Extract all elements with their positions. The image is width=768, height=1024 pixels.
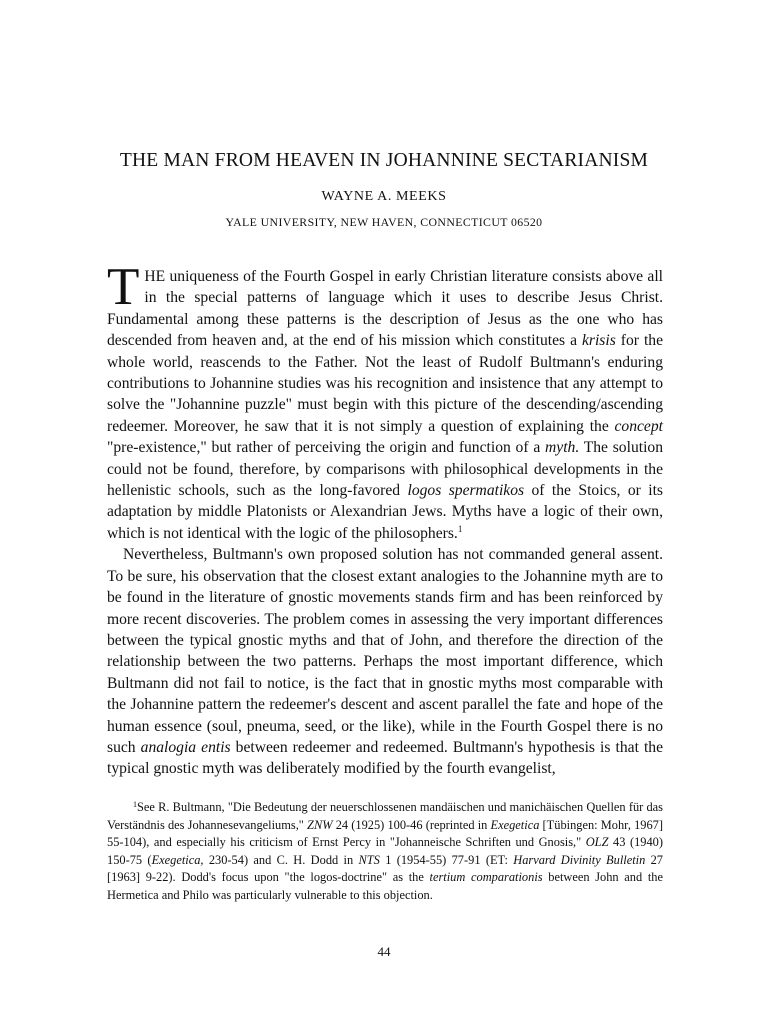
body-text: The solution could not be found, therefore, by comparisons with philosophical developments in the hellenistic schools, such as the long-favored xyxy=(107,439,663,500)
footnote-text: See R. Bultmann, "Die Bedeutung der neuerschlossenen mandäischen und manichäischen Quellen für das Verständnis des Johannesevangeliums," xyxy=(107,800,663,832)
drop-cap: T xyxy=(107,258,140,316)
body-text: of the Stoics, or its adaptation by middle Platonists or Alexandrian Jews. Myths have a logic of their own, which is not identical with the logic of the philosophers. xyxy=(107,482,663,542)
body-text: between redeemer and redeemed. Bultmann's hypothesis is that the typical gnostic myth was deliberately modified by the fourth evangelist, xyxy=(107,738,664,778)
italic-term: analogia entis xyxy=(140,738,231,756)
footnote-text: between John and the Hermetica and Philo was particularly vulnerable to this objection. xyxy=(107,870,664,902)
footnote-italic: OLZ xyxy=(585,835,609,850)
footnote-italic: Harvard Divinity Bulletin xyxy=(513,852,646,867)
body-text: uniqueness of the Fourth Gospel in early Christian literature consists above all in the special patterns of language which it uses to describe Jesus Christ. Fundamental among these patterns is the description of Jesus as the one who has descended from heaven and, at the end of his mission which constitutes a xyxy=(107,268,663,350)
italic-term: myth. xyxy=(545,439,580,457)
footnote-text: 43 (1940) 150-75 ( xyxy=(107,835,663,867)
page-number: 44 xyxy=(377,944,391,959)
footnote-italic: Exegetica xyxy=(490,817,540,832)
body-text: Nevertheless, Bultmann's own proposed solution has not commanded general assent. To be sure, his observation that the closest extant analogies to the Johannine myth are to be found in the literature of gnostic movements stands firm and has been reinforced by more recent discoveries. The problem comes in assessing the very important differences between the typical gnostic myths and that of John, and therefore the direction of the relationship between the two patterns. Perhaps the most important difference, which Bultmann did not fail to notice, is the fact that in gnostic myths most comparable with the Johannine pattern the redeemer's descent and ascent parallel the fate and hope of the human essence (soul, pneuma, seed, or the like), while in the Fourth Gospel there is no such xyxy=(107,546,663,756)
body-text: "pre-existence," but rather of perceiving the origin and function of a xyxy=(107,439,546,457)
article-body xyxy=(107,258,664,780)
italic-term: logos spermatikos xyxy=(407,482,525,500)
footnote-text: 230-54) and C. H. Dodd in xyxy=(203,852,359,867)
footnote-italic: ZNW xyxy=(307,817,333,832)
footnote-text: 1 (1954-55) 77-91 (ET: xyxy=(379,852,514,867)
article-title: THE MAN FROM HEAVEN IN JOHANNINE SECTARIANISM xyxy=(119,150,649,171)
lead-in-text: HE xyxy=(144,268,166,285)
footnote-reference: 1 xyxy=(457,523,463,534)
author-affiliation: YALE UNIVERSITY, NEW HAVEN, CONNECTICUT 06520 xyxy=(225,215,543,229)
author-name: WAYNE A. MEEKS xyxy=(321,189,447,204)
italic-term: concept xyxy=(614,417,663,435)
footnote-italic: NTS xyxy=(358,852,380,867)
footnote-text: [Tübingen: Mohr, 1967] 55-104), and especially his criticism of Ernst Percy in "Johanneische Schriften und Gnosis," xyxy=(107,817,663,850)
body-text: for the whole world, reascends to the Father. Not the least of Rudolf Bultmann's enduring contributions to Johannine studies was his recognition and insistence that any attempt to solve the "Johannine puzzle" must begin with this picture of the descending/ascending redeemer. Moreover, he saw that it is not simply a question of explaining the xyxy=(107,332,663,435)
footnote-1 xyxy=(107,799,663,905)
footnote-marker: 1 xyxy=(133,800,137,809)
footnote-text: 24 (1925) 100-46 (reprinted in xyxy=(332,817,491,832)
italic-term: krisis xyxy=(581,332,616,350)
footnote xyxy=(107,799,663,905)
footnote-text: 27 [1963] 9-22). Dodd's focus upon "the logos-doctrine" as the xyxy=(107,852,663,885)
footnote-italic: Exegetica, xyxy=(151,852,204,867)
paragraph-1 xyxy=(107,258,663,544)
footnote-italic: tertium comparationis xyxy=(429,870,543,885)
paragraph-2 xyxy=(107,544,663,779)
